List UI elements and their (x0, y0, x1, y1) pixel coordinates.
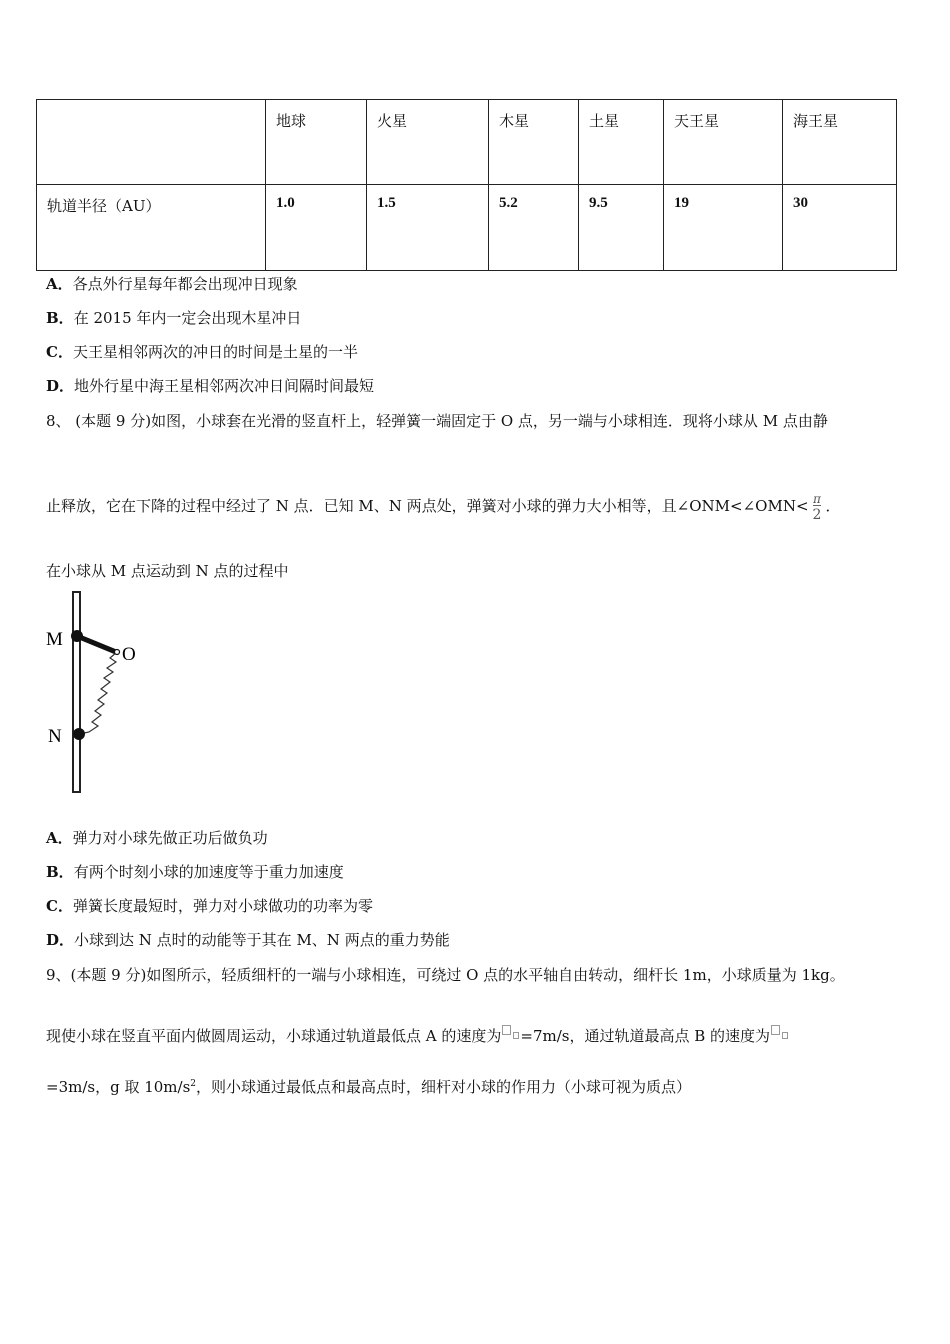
q8-stem-line3: 在小球从 M 点运动到 N 点的过程中 (46, 562, 289, 580)
q7-option-a: A．各点外行星每年都会出现冲日现象 (46, 275, 298, 293)
table-cell: 5.2 (489, 185, 579, 271)
missing-glyph-icon (771, 1025, 780, 1035)
label-n: N (48, 726, 62, 747)
q8-option-b: B．有两个时刻小球的加速度等于重力加速度 (46, 863, 344, 881)
table-cell: 土星 (579, 100, 664, 185)
rod-spring-figure (40, 588, 150, 798)
table-cell: 19 (664, 185, 783, 271)
q8-stem-line1: 8、 (本题 9 分)如图，小球套在光滑的竖直杆上，轻弹簧一端固定于 O 点，另一端与小球相连．现将小球从 M 点由静 (46, 412, 828, 430)
table-cell: 1.5 (367, 185, 489, 271)
missing-glyph-icon (513, 1032, 519, 1039)
missing-glyph-icon (782, 1032, 788, 1039)
spring-n-o (80, 652, 117, 734)
table-cell (37, 100, 266, 185)
ball-m (71, 630, 83, 642)
table-row (37, 185, 897, 271)
missing-glyph-icon (502, 1025, 511, 1035)
q8-option-c: C．弹簧长度最短时，弹力对小球做功的功率为零 (46, 897, 373, 915)
pi-over-2-fraction: $\frac{\pi}{2}$ (812, 491, 822, 523)
q7-option-d: D．地外行星中海王星相邻两次冲日间隔时间最短 (46, 377, 375, 395)
label-m: M (46, 629, 63, 650)
table-cell: 30 (783, 185, 897, 271)
table-cell: 天王星 (664, 100, 783, 185)
table-row-label: 轨道半径（AU） (37, 185, 266, 271)
q7-option-c: C．天王星相邻两次的冲日的时间是土星的一半 (46, 343, 358, 361)
q9-stem-line3: =3m/s，g 取 $10m/s^2$，则小球通过最低点和最高点时，细杆对小球的作用力（小球可视为质点） (46, 1078, 692, 1096)
spring-m-o (77, 636, 116, 652)
ball-n (73, 728, 85, 740)
q9-stem-line1: 9、(本题 9 分)如图所示，轻质细杆的一端与小球相连，可绕过 O 点的水平轴自由转动，细杆长 1m，小球质量为 1kg。 (46, 966, 845, 984)
q9-stem-line2: 现使小球在竖直平面内做圆周运动，小球通过轨道最低点 A 的速度为 =7m/s，通过轨道最高点 B 的速度为 (46, 1025, 789, 1046)
table-cell: 火星 (367, 100, 489, 185)
table-cell: 地球 (266, 100, 367, 185)
table-cell: 1.0 (266, 185, 367, 271)
table-cell: 海王星 (783, 100, 897, 185)
label-o: O (122, 644, 136, 665)
table-cell: 9.5 (579, 185, 664, 271)
q8-option-a: A．弹力对小球先做正功后做负功 (46, 829, 268, 847)
q7-option-b: B．在 2015 年内一定会出现木星冲日 (46, 309, 302, 327)
table-header-row (37, 100, 897, 185)
q8-stem-line2: 止释放，它在下降的过程中经过了 N 点．已知 M、N 两点处，弹簧对小球的弹力大小相等，且∠ONM<∠OMN< $\frac{\pi}{2}$ ． (46, 491, 841, 523)
point-o (115, 650, 120, 655)
orbit-radius-table (36, 99, 897, 271)
vertical-rod (73, 592, 80, 792)
q8-option-d: D．小球到达 N 点时的动能等于其在 M、N 两点的重力势能 (46, 931, 450, 949)
table-cell: 木星 (489, 100, 579, 185)
